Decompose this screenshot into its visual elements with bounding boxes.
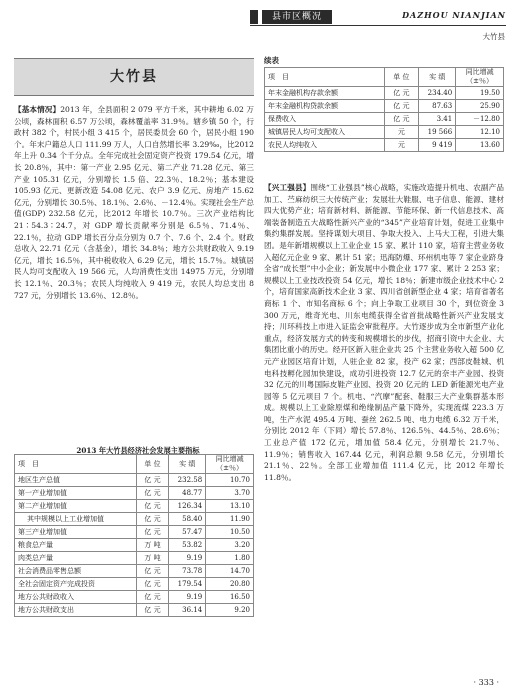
cell-item: 地方公共财政支出 bbox=[15, 604, 137, 617]
col-value: 实 绩 bbox=[169, 455, 206, 474]
cell-unit: 亿 元 bbox=[136, 591, 169, 604]
table-row bbox=[265, 139, 504, 152]
cell-unit: 亿 元 bbox=[384, 87, 419, 100]
col-unit: 单 位 bbox=[384, 68, 419, 87]
cell-unit: 亿 元 bbox=[136, 526, 169, 539]
cell-unit: 亿 元 bbox=[384, 113, 419, 126]
cell-item: 地方公共财政收入 bbox=[15, 591, 137, 604]
col-item: 项 目 bbox=[265, 68, 385, 87]
cell-value: 3.41 bbox=[419, 113, 456, 126]
cell-growth: 11.90 bbox=[206, 513, 254, 526]
cell-item: 保费收入 bbox=[265, 113, 385, 126]
table-row bbox=[15, 591, 254, 604]
cell-growth: 3.20 bbox=[206, 539, 254, 552]
cell-item: 农民人均纯收入 bbox=[265, 139, 385, 152]
cell-growth: 10.70 bbox=[206, 474, 254, 487]
cell-growth: 9.20 bbox=[206, 604, 254, 617]
col-unit: 单 位 bbox=[136, 455, 169, 474]
cell-value: 57.47 bbox=[169, 526, 206, 539]
table-row bbox=[15, 565, 254, 578]
cell-value: 179.54 bbox=[169, 578, 206, 591]
table-row bbox=[265, 100, 504, 113]
running-header bbox=[262, 8, 506, 26]
indicators-table bbox=[14, 454, 254, 617]
cell-growth: －12.80 bbox=[456, 113, 504, 126]
county-subheader: 大竹县 bbox=[482, 32, 505, 41]
cell-item: 肉类总产量 bbox=[15, 552, 137, 565]
cell-unit: 亿 元 bbox=[136, 474, 169, 487]
cell-growth: 19.50 bbox=[456, 87, 504, 100]
col-growth: 同比增减 （±％） bbox=[456, 68, 504, 87]
table-row bbox=[15, 526, 254, 539]
cell-item: 第一产业增加值 bbox=[15, 487, 137, 500]
cell-value: 9.19 bbox=[169, 552, 206, 565]
cell-item: 社会消费品零售总额 bbox=[15, 565, 137, 578]
cell-unit: 亿 元 bbox=[136, 604, 169, 617]
table-row bbox=[15, 604, 254, 617]
table-row bbox=[15, 487, 254, 500]
table-row bbox=[15, 552, 254, 565]
table-row bbox=[15, 578, 254, 591]
cell-item: 全社会固定资产完成投资 bbox=[15, 578, 137, 591]
cell-item: 地区生产总值 bbox=[15, 474, 137, 487]
industry-label: 【兴工强县】 bbox=[264, 183, 311, 192]
cell-value: 53.82 bbox=[169, 539, 206, 552]
cell-growth: 25.90 bbox=[456, 100, 504, 113]
table-row bbox=[265, 126, 504, 139]
header-rule bbox=[250, 25, 506, 26]
cell-value: 73.78 bbox=[169, 565, 206, 578]
cell-unit: 亿 元 bbox=[136, 487, 169, 500]
cell-unit: 亿 元 bbox=[136, 500, 169, 513]
article-title: 大竹县 bbox=[14, 58, 254, 96]
table-row bbox=[15, 513, 254, 526]
cell-value: 87.63 bbox=[419, 100, 456, 113]
cell-unit: 万 吨 bbox=[136, 552, 169, 565]
cell-unit: 元 bbox=[384, 126, 419, 139]
cell-growth: 10.50 bbox=[206, 526, 254, 539]
cell-unit: 亿 元 bbox=[136, 513, 169, 526]
cell-value: 58.40 bbox=[169, 513, 206, 526]
cell-value: 48.77 bbox=[169, 487, 206, 500]
table-row bbox=[15, 474, 254, 487]
cell-value: 9.19 bbox=[169, 591, 206, 604]
col-value: 实 绩 bbox=[419, 68, 456, 87]
cell-item: 城镇居民人均可支配收入 bbox=[265, 126, 385, 139]
cell-value: 36.14 bbox=[169, 604, 206, 617]
cell-unit: 亿 元 bbox=[384, 100, 419, 113]
table1-caption: 2013 年大竹县经济社会发展主要指标 bbox=[76, 446, 200, 455]
section-tab: 县市区概况 bbox=[262, 10, 332, 24]
cell-item: 年末金融机构存款余额 bbox=[265, 87, 385, 100]
table-row bbox=[15, 539, 254, 552]
cell-item: 第三产业增加值 bbox=[15, 526, 137, 539]
cell-value: 19 566 bbox=[419, 126, 456, 139]
cell-value: 232.58 bbox=[169, 474, 206, 487]
cell-item: 年末金融机构贷款余额 bbox=[265, 100, 385, 113]
cell-item: 粮食总产量 bbox=[15, 539, 137, 552]
col-item: 项 目 bbox=[15, 455, 137, 474]
industry-section bbox=[264, 182, 504, 483]
cell-value: 126.34 bbox=[169, 500, 206, 513]
cell-item: 第二产业增加值 bbox=[15, 500, 137, 513]
cell-unit: 万 吨 bbox=[136, 539, 169, 552]
table-row bbox=[265, 87, 504, 100]
cell-growth: 14.70 bbox=[206, 565, 254, 578]
basic-label: 【基本情况】 bbox=[14, 105, 61, 114]
cell-unit: 元 bbox=[384, 139, 419, 152]
cell-unit: 亿 元 bbox=[136, 578, 169, 591]
cell-item: 其中规模以上工业增加值 bbox=[15, 513, 137, 526]
cell-growth: 13.60 bbox=[456, 139, 504, 152]
cell-growth: 20.80 bbox=[206, 578, 254, 591]
page-number: · 333 · bbox=[473, 678, 499, 687]
table-row bbox=[265, 113, 504, 126]
cell-growth: 12.10 bbox=[456, 126, 504, 139]
cell-value: 234.40 bbox=[419, 87, 456, 100]
cell-value: 9 419 bbox=[419, 139, 456, 152]
table-header-row bbox=[15, 455, 254, 474]
yearbook-english-title: DAZHOU NIANJIAN bbox=[402, 10, 506, 20]
cell-unit: 亿 元 bbox=[136, 565, 169, 578]
cell-growth: 1.80 bbox=[206, 552, 254, 565]
cell-growth: 3.70 bbox=[206, 487, 254, 500]
cell-growth: 16.50 bbox=[206, 591, 254, 604]
table-row bbox=[15, 500, 254, 513]
continued-label: 续表 bbox=[264, 56, 279, 65]
cell-growth: 13.10 bbox=[206, 500, 254, 513]
industry-text: 围绕“工业强县”核心战略，实施改造提升机电、农副产品加工、苎麻纺织三大传统产业；发展壮大鞋服、电子信息、能源、建材四大优势产业；培育新材料、新能源、节能环保、新一代信息技术、高端装备制造五大战略性新兴产业的“345”产业培育计划，促进工业集中集约集群发展。坚持谋划大项目、争取大投入、上马大工程，引进大集团。是年新增规模以上工业企业 15 家、累计 110 家，培育主营业务收入超亿元企业 9 家、累计 51 家；迅海防爆、环州机电等 7 家企业跻身全省“成长型”中小企业；新发展中小微企业 177 家、累计 2 253 家；规模以上工业技改投资 54 亿元，增长 18％；新建市级企业技术中心 2 个，培育国家高新技术企业 3 家、四川省创新型企业 4 家；培育省著名商标 1 个、市知名商标 6 个；向上争取工业项目 30 个，到位资金 3 300 万元，维奇光电、川东电缆获得全省首批战略性新兴产业发展支持；川环科技上市进入证监会审批程序。大竹逐步成为全市新型产业化重点，经济发展方式的转变和规模增长的步伐，招商引资中大企业、大集团比重小的历史。经开区新入驻企业共 25 个主营业务收入超 500 亿元产业园区培育计划，人驻企业 82 家，投产 62 家；西部皮鞋城、机电科技孵化园加快建设，成功引进投资 12.7 亿元的奈丰产业园、投资 32 亿元的川粤国际皮鞋产业园、投资 20 亿元的 LED 新能源光电产业园等 5 亿元项目 7 个。机电、“汽摩”配套、鞋服三大产业集群基本形成。规模以上工业除原煤和绝缘制品产量下降外，实现流煤 223.3 万吨，生产水泥 495.4 万吨、蚕丝 262.5 吨、电力电缆 6.32 万千米，分别比 2012 年（下同）增长 57.8％、126.5％、44.5％、28.6％；工业总产值 172 亿元，增加值 58.4 亿元，分别增长 21.7％、11.9％；销售收入 167.44 亿元，利润总额 9.58 亿元，分别增长 21.1％、22％。全部工业增加值 111.4 亿元，比 2012 年增长 11.8％。 bbox=[264, 183, 504, 482]
basic-text: 2013 年，全县面积 2 079 平方千米，其中耕地 6.02 万公顷，森林面积 6.57 万公顷，森林覆盖率 31.9％。辖乡镇 50 个，行政村 382 个，村民小组 3 415 个，居民委员会 60 个，居民小组 190 个。年末户籍总人口 111.99 万人，人口自然增长率 3.29‰，比2012 年上升 0.34 个千分点。全年完成社会固定资产投资 179.54 亿元，增长 20.8％，其中：第一产业 2.95 亿元、第二产业 71.28 亿元、第三产业 105.31 亿元，分别增长 1.5 倍、22.3％、18.2％；基本建设 105.93 亿元、更新改造 54.08 亿元、农户 3.9 亿元、房地产 15.62 亿元，分别增长 30.5％、18.1％、2.6％、－12.4％。实现社会生产总值(GDP) 232.58 亿元，比2012 年增长 10.7％。三次产业结构比 21∶54.3∶24.7，对 GDP 增长贡献率分别是 6.5％、71.4％、22.1％，拉动 GDP 增长百分点分别为 0.7 个、7.6 个、2.4 个。财政总收入 22.71 亿元（含基金），增长 34.8％；地方公共财政收入 9.19 亿元，增长 16.5％，其中税收收入 6.29 亿元，增长 15.7％。城镇居民人均可支配收入 19 566 元，人均消费性支出 14975 万元，分别增长 12.1％、20.3％；农民人均纯收入 9 419 元，农民人均总支出 8 727 元，分别增长 13.6％、12.8％。 bbox=[14, 105, 255, 300]
table-header-row bbox=[265, 68, 504, 87]
col-growth: 同比增减 （±％） bbox=[206, 455, 254, 474]
indicators-table-continued bbox=[264, 67, 504, 152]
basic-section bbox=[14, 104, 254, 301]
